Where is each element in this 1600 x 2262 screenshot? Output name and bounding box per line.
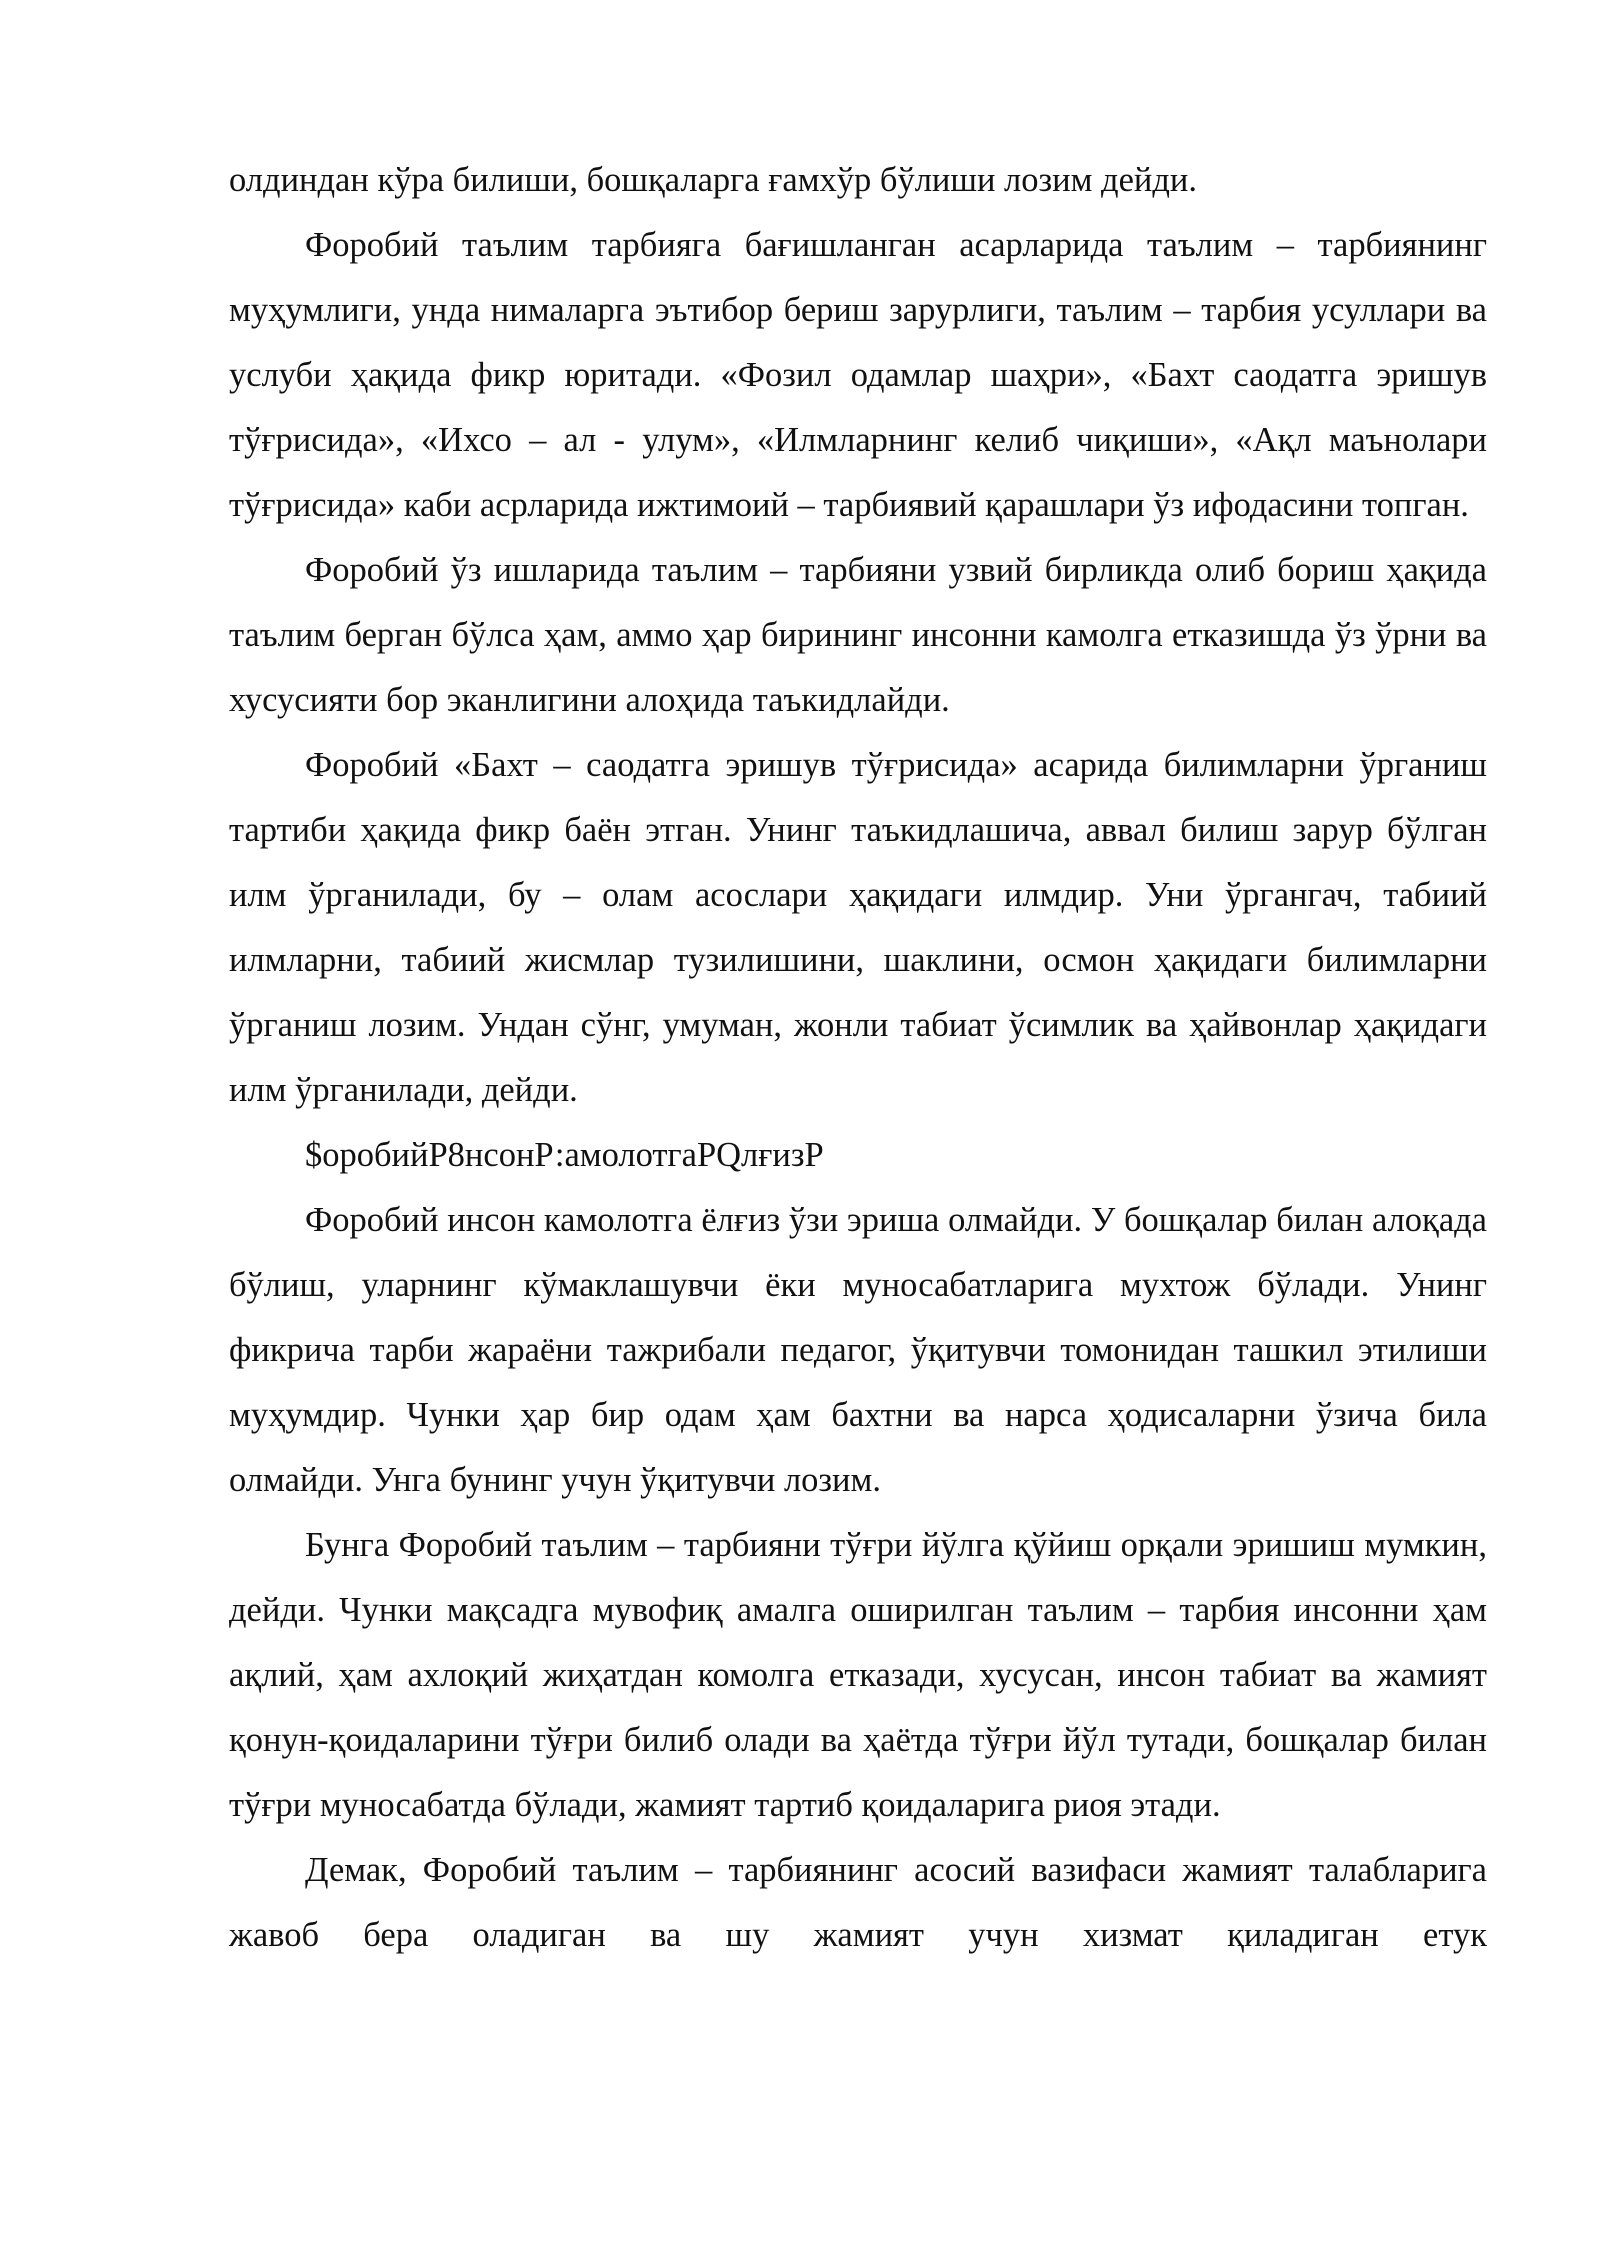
paragraph-farabi-works: Форобий таълим тарбияга бағишланган асарларида таълим – тарбиянинг муҳумлиги, унда нималарга эътибор бериш зарурлиги, таълим – тарбия усуллари ва услуби ҳақида фикр юритади. «Фозил одамлар шаҳри», «Бахт саодатга эришув тўғрисида», «Ихсо – ал - улум», «Илмларнинг келиб чиқиши», «Ақл маънолари тўғрисида» каби асрларида ижтимоий – тарбиявий қарашлари ўз ифодасини топган. [229, 226, 1487, 524]
paragraph-farabi-knowledge-order: Форобий «Бахт – саодатга эришув тўғрисида» асарида билимларни ўрганиш тартиби ҳақида фикр баён этган. Унинг таъкидлашича, аввал билиш зарур бўлган илм ўрганилади, бу – олам асослари ҳақидаги илмдир. Уни ўргангач, табиий илмларни, табиий жисмлар тузилишини, шаклини, осмон ҳақидаги билимларни ўрганиш лозим. Ундан сўнг, умуман, жонли табиат ўсимлик ва ҳайвонлар ҳақидаги илм ўрганилади, дейди. [229, 746, 1487, 1109]
paragraph-farabi-education-path: Бунга Форобий таълим – тарбияни тўғри йўлга қўйиш орқали эришиш мумкин, дейди. Чунки мақсадга мувофиқ амалга оширилган таълим – тарбия инсонни ҳам ақлий, ҳам ахлоқий жиҳатдан комолга етказади, хусусан, инсон табиат ва жамият қонун-қоидаларини тўғри билиб олади ва ҳаётда тўғри йўл тутади, бошқалар билан тўғри муносабатда бўлади, жамият тартиб қоидаларига риоя этади. [229, 1526, 1487, 1824]
paragraph-continuation: олдиндан кўра билиши, бошқаларга ғамхўр бўлиши лозим дейди. [229, 161, 1198, 199]
document-body [229, 148, 1487, 1968]
paragraph-farabi-teacher: Форобий инсон камолотга ёлғиз ўзи эриша олмайди. У бошқалар билан алоқада бўлиш, уларнинг кўмаклашувчи ёки муносабатларига мухтож бўлади. Унинг фикрича тарби жараёни тажрибали педагог, ўқитувчи томонидан ташкил этилиши муҳумдир. Чунки ҳар бир одам ҳам бахтни ва нарса ҳодисаларни ўзича била олмайди. Унга бунинг учун ўқитувчи лозим. [229, 1201, 1487, 1499]
paragraph-garbled-heading: $оробийР8нсонР:амолотгаРQлғизР [305, 1136, 824, 1174]
paragraph-farabi-unity: Форобий ўз ишларида таълим – тарбияни узвий бирликда олиб бориш ҳақида таълим берган бўлса ҳам, аммо ҳар бирининг инсонни камолга етказишда ўз ўрни ва хусусияти бор эканлигини алоҳида таъкидлайди. [229, 551, 1487, 719]
paragraph-conclusion: Демак, Форобий таълим – тарбиянинг асосий вазифаси жамият талабларига жавоб бера оладиган ва шу жамият учун хизмат қиладиган етук [229, 1851, 1487, 1954]
